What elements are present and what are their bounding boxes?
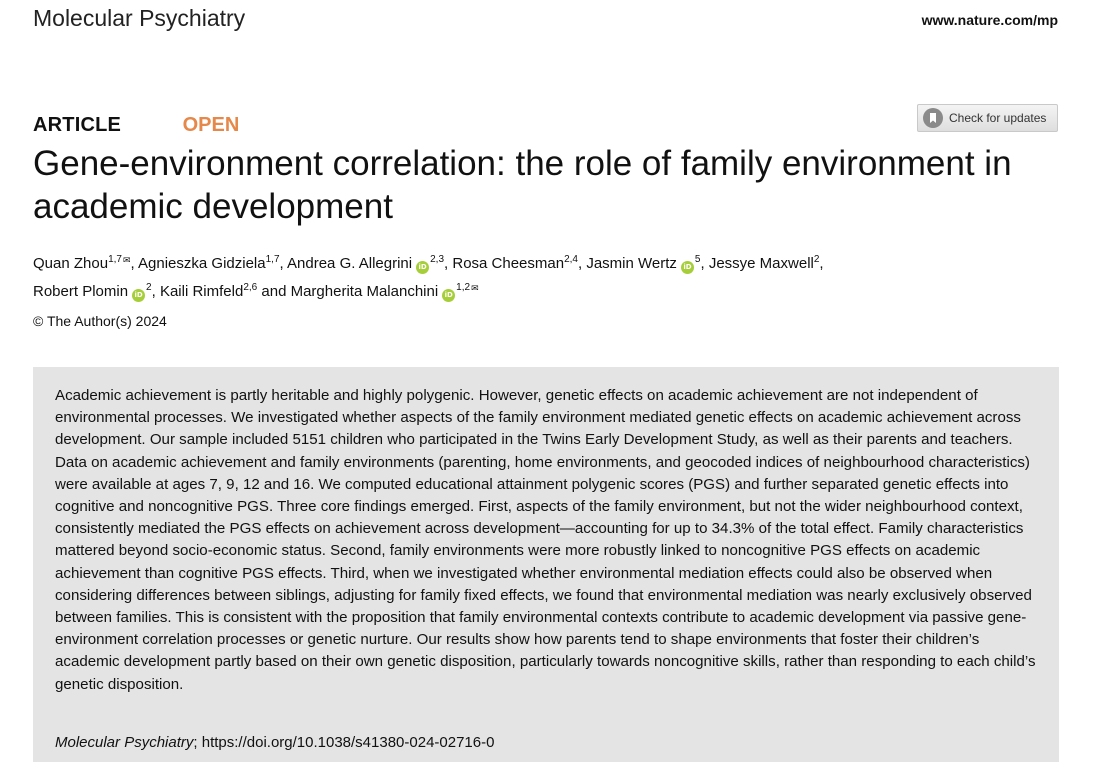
citation-doi[interactable]: https://doi.org/10.1038/s41380-024-02716-0 [201, 734, 495, 751]
orcid-icon[interactable]: iD [442, 289, 455, 302]
author-affiliation: 5 [694, 254, 701, 265]
author-name[interactable]: Jessye Maxwell [708, 255, 814, 272]
journal-url[interactable]: www.nature.com/mp [921, 12, 1058, 28]
article-title: Gene-environment correlation: the role of family environment in academic development [33, 144, 1012, 226]
author-affiliation: 2,6 [243, 282, 258, 293]
author-separator: , [151, 283, 160, 300]
author-name[interactable]: Robert Plomin [33, 283, 129, 300]
author-name[interactable]: Quan Zhou [33, 255, 109, 272]
email-icon[interactable]: ✉ [471, 283, 479, 293]
author-separator: , [578, 255, 587, 272]
author-name[interactable]: Andrea G. Allegrini [287, 255, 413, 272]
author-affiliation: 1,2 [456, 282, 471, 293]
article-type-row [33, 114, 239, 137]
author-name[interactable]: Agnieszka Gidziela [138, 255, 266, 272]
author-separator: , [700, 255, 709, 272]
author-affiliation: 1,7 [265, 254, 280, 265]
citation-journal: Molecular Psychiatry [55, 734, 194, 751]
copyright-notice: © The Author(s) 2024 [33, 313, 167, 329]
orcid-icon[interactable]: iD [416, 261, 429, 274]
author-affiliation: 2,4 [564, 254, 578, 265]
author-name[interactable]: Kaili Rimfeld [159, 283, 244, 300]
author-separator: , [279, 255, 288, 272]
author-separator: , [444, 255, 453, 272]
journal-name: Molecular Psychiatry [33, 5, 246, 31]
citation-line [55, 734, 494, 751]
author-affiliation: 2,3 [430, 254, 445, 265]
author-affiliation: 2 [813, 254, 820, 265]
abstract-box [33, 367, 1059, 762]
check-for-updates-button[interactable] [917, 104, 1058, 132]
author-affiliation: 2 [146, 282, 152, 293]
abstract-text: Academic achievement is partly heritable and highly polygenic. However, genetic effects on academic achievement are not independent of environmental processes. We investigated whether aspects of the family environment mediated genetic effects on academic achievement across development. Our sample included 5151 children who participated in the Twins Early Development Study, as well as their parents and teachers. Data on academic achievement and family environments (parenting, home environments, and geocoded indices of neighbourhood characteristics) were available at ages 7, 9, 12 and 16. We computed educational attainment polygenic scores (PGS) and further separated genetic effects into cognitive and noncognitive PGS. Three core findings emerged. First, aspects of the family environment, but not the wider neighbourhood context, consistently mediated the PGS effects on achievement across development—accounting for up to 34.3% of the total effect. Family characteristics mattered beyond socio-economic status. Second, family environments were more robustly linked to noncognitive PGS effects on academic achievement than cognitive PGS effects. Third, when we investigated whether environmental mediation effects could also be observed when considering differences between siblings, adjusting for family fixed effects, we found that environmental mediation was nearly exclusively observed between families. This is consistent with the proposition that family environmental contexts contribute to academic development via passive gene-environment correlation processes or genetic nurture. Our results show how parents tend to shape environments that foster their children’s academic development partly based on their own genetic disposition, particularly towards noncognitive skills, rather than responding to each child’s genetic disposition. [55, 387, 1036, 693]
author-separator: , [819, 255, 824, 272]
check-for-updates-label: Check for updates [949, 111, 1047, 125]
author-affiliation: 1,7 [108, 254, 122, 265]
author-separator: and [257, 283, 291, 300]
orcid-icon[interactable]: iD [681, 261, 694, 274]
article-type-label: ARTICLE [33, 114, 122, 136]
author-list [33, 248, 1073, 304]
citation-separator: ; [193, 734, 202, 751]
author-name[interactable]: Rosa Cheesman [452, 255, 565, 272]
author-separator: , [130, 255, 139, 272]
email-icon[interactable]: ✉ [122, 255, 131, 265]
author-name[interactable]: Margherita Malanchini [290, 283, 439, 300]
open-access-label: OPEN [182, 114, 240, 136]
author-name[interactable]: Jasmin Wertz [586, 255, 677, 272]
orcid-icon[interactable]: iD [132, 289, 145, 302]
bookmark-icon [923, 108, 943, 128]
